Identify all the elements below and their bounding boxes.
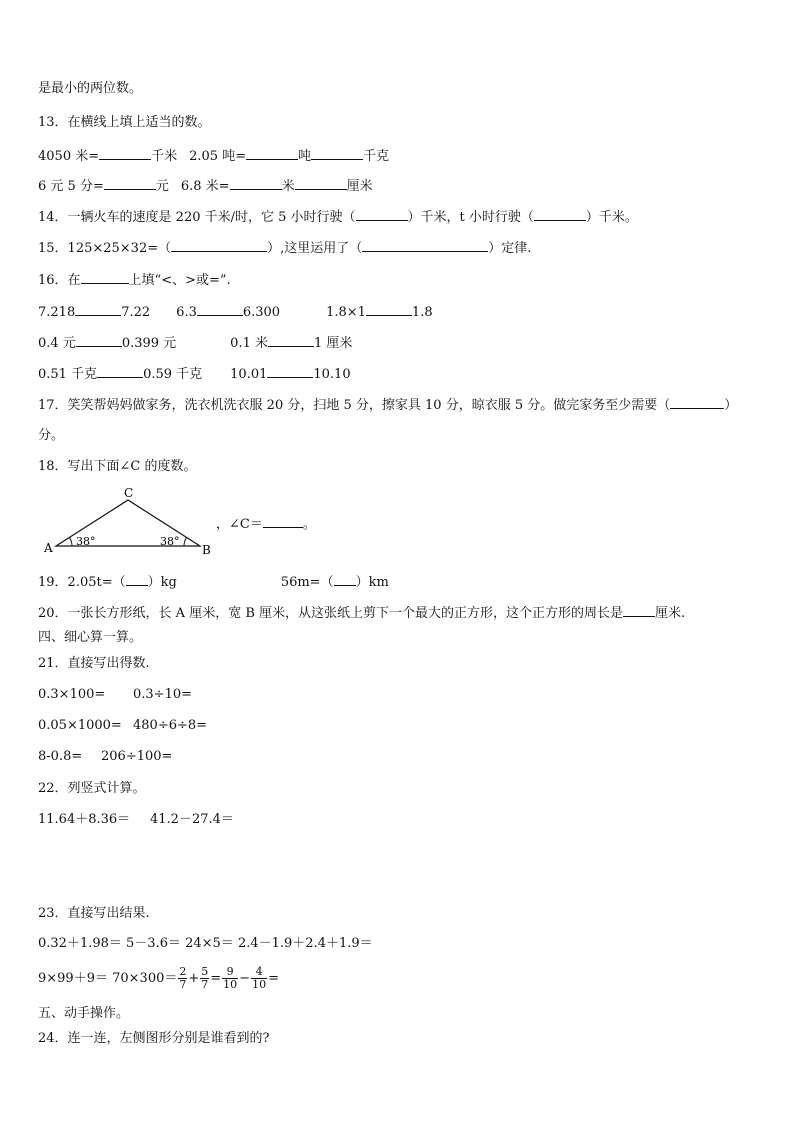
q21-item: 206÷100=	[101, 749, 173, 764]
q20-text: 20．一张长方形纸，长 A 厘米，宽 B 厘米，从这张纸上剪下一个最大的正方形，这个正方形的周长是	[38, 606, 624, 621]
q19-text: 19．2.05t=（	[38, 575, 126, 590]
q19	[38, 572, 389, 592]
q13-r2-text: 6 元 5 分=	[38, 179, 104, 194]
q16-value: 7.218	[38, 305, 76, 320]
fraction	[178, 966, 187, 991]
q16-value: 6.3	[176, 305, 197, 320]
q18-answer-text: ，∠C＝	[216, 517, 263, 532]
q13-r1-unit3: 千克	[363, 149, 390, 164]
q16-title	[38, 270, 231, 290]
q19-text4: ）km	[355, 575, 389, 590]
compare-blank[interactable]	[267, 364, 313, 378]
angle-label-b: 38°	[160, 535, 180, 548]
q13-r1-unit: 千米	[151, 149, 178, 164]
q13-r1-unit2: 吨	[298, 149, 312, 164]
answer-blank[interactable]	[334, 572, 356, 586]
q16-value: 7.22	[121, 305, 151, 320]
q16-value: 0.1 米	[230, 336, 268, 351]
numerator: 5	[201, 965, 209, 978]
q17-cont: 分。	[38, 428, 65, 443]
q21-item: 0.05×1000=	[38, 718, 122, 733]
q13-r1-text: 4050 米=	[38, 149, 100, 164]
q22-item-b: 41.2－27.4＝	[150, 812, 234, 827]
answer-blank[interactable]	[104, 176, 156, 190]
q18-answer	[216, 514, 316, 534]
q21-title: 21．直接写出得数.	[38, 656, 150, 671]
q18-title: 18．写出下面∠C 的度数。	[38, 459, 197, 474]
q20-text2: 厘米.	[655, 606, 686, 621]
compare-blank[interactable]	[268, 333, 314, 347]
q21-item: 0.3×100=	[38, 687, 106, 702]
q23-row1: 0.32＋1.98＝ 5－3.6＝ 24×5＝ 2.4－1.9＋2.4＋1.9＝	[38, 936, 373, 951]
equals-sign: =	[268, 971, 279, 986]
section-4-heading: 四、细心算一算。	[38, 630, 143, 645]
vertex-label-c: C	[124, 486, 134, 500]
angle-arc-a	[70, 538, 73, 547]
answer-blank[interactable]	[99, 146, 151, 160]
numerator: 2	[179, 965, 187, 978]
q16-value: 0.399 元	[121, 336, 177, 351]
compare-blank[interactable]	[76, 333, 122, 347]
answer-blank[interactable]	[670, 395, 724, 409]
q16-value: 1.8	[411, 305, 433, 320]
q23-row2-text: 9×99＋9＝ 70×300＝	[38, 971, 178, 986]
answer-blank[interactable]	[246, 146, 298, 160]
answer-blank[interactable]	[263, 514, 303, 528]
triangle-figure	[38, 484, 218, 560]
q16-value: 1 厘米	[313, 336, 353, 351]
q13-r2-unit3: 厘米	[346, 179, 373, 194]
answer-blank[interactable]	[171, 238, 267, 252]
q15-text2: ）,这里运用了（	[267, 241, 363, 256]
q16-row1	[38, 302, 433, 322]
q13-r2-unit2: 米	[281, 179, 295, 194]
q13-row1	[38, 146, 389, 166]
compare-blank[interactable]	[97, 364, 143, 378]
q17	[38, 395, 737, 415]
q20	[38, 603, 685, 623]
q16-row3	[38, 364, 351, 384]
q15-text3: ）定律.	[488, 241, 532, 256]
blank-sample	[81, 270, 129, 284]
q13-r2-unit: 元	[155, 179, 169, 194]
q16-value: 0.51 千克	[38, 367, 98, 382]
denominator: 7	[201, 978, 209, 991]
compare-blank[interactable]	[75, 302, 121, 316]
q13-r2-text2: 6.8 米=	[180, 179, 230, 194]
plus-sign: +	[188, 971, 200, 986]
q16-title-text2: 上填“<、>或=”.	[128, 273, 231, 288]
numerator: 9	[222, 966, 238, 979]
q16-row2	[38, 333, 352, 353]
q19-text2: ）kg	[147, 575, 177, 590]
answer-blank[interactable]	[230, 176, 282, 190]
q14-text3: ）千米。	[585, 210, 638, 225]
answer-blank[interactable]	[311, 146, 363, 160]
q21-item: 480÷6÷8=	[133, 718, 208, 733]
q14	[38, 207, 638, 227]
q16-value: 0.59 千克	[143, 367, 203, 382]
compare-blank[interactable]	[366, 302, 412, 316]
q23-title: 23．直接写出结果.	[38, 906, 150, 921]
compare-blank[interactable]	[197, 302, 243, 316]
intro-text: 是最小的两位数。	[38, 81, 143, 96]
q16-value: 10.10	[313, 367, 351, 382]
q13-r1-text2: 2.05 吨=	[189, 149, 247, 164]
fraction	[251, 966, 267, 991]
q16-title-text: 16．在	[38, 273, 81, 288]
q22-item-a: 11.64＋8.36＝	[38, 812, 131, 827]
q14-text2: ）千米，t 小时行驶（	[407, 210, 534, 225]
q17-text: 17．笑笑帮妈妈做家务，洗衣机洗衣服 20 分，扫地 5 分，擦家具 10 分，晾衣服 5 分。做完家务至少需要（	[38, 398, 671, 413]
fraction	[222, 966, 238, 991]
denominator: 10	[252, 978, 267, 991]
q16-value: 6.300	[242, 305, 281, 320]
vertex-label-b: B	[202, 543, 211, 557]
q21-item: 8-0.8=	[38, 749, 83, 764]
minus-sign: −	[239, 971, 251, 986]
answer-blank[interactable]	[623, 603, 655, 617]
q16-value: 0.4 元	[38, 336, 76, 351]
q15-text: 15．125×25×32=（	[38, 241, 172, 256]
answer-blank[interactable]	[126, 572, 148, 586]
q19-text3: 56m=（	[280, 575, 334, 590]
q16-value: 1.8×1	[326, 305, 366, 320]
q15	[38, 238, 531, 258]
angle-label-a: 38°	[76, 535, 96, 548]
numerator: 4	[251, 966, 267, 979]
denominator: 10	[223, 978, 238, 991]
answer-blank[interactable]	[295, 176, 347, 190]
q13-row2	[38, 176, 373, 196]
q14-text: 14．一辆火车的速度是 220 千米/时，它 5 小时行驶（	[38, 210, 356, 225]
answer-blank[interactable]	[362, 238, 488, 252]
q13-title: 13．在横线上填上适当的数。	[38, 115, 211, 130]
q16-value: 10.01	[230, 367, 268, 382]
angle-arc-b	[184, 538, 187, 547]
q17-text2: ）	[724, 398, 738, 413]
fraction	[200, 966, 209, 991]
q23-row2	[38, 962, 279, 996]
equals-sign: =	[210, 971, 222, 986]
vertex-label-a: A	[44, 541, 53, 555]
q21-item: 0.3÷10=	[133, 687, 193, 702]
q22-title: 22．列竖式计算。	[38, 781, 146, 796]
answer-blank[interactable]	[356, 207, 408, 221]
answer-blank[interactable]	[534, 207, 586, 221]
denominator: 7	[179, 978, 187, 991]
q18-answer-text2: 。	[302, 517, 316, 532]
q24-title: 24．连一连，左侧图形分别是谁看到的?	[38, 1031, 270, 1046]
section-5-heading: 五、动手操作。	[38, 1006, 130, 1021]
